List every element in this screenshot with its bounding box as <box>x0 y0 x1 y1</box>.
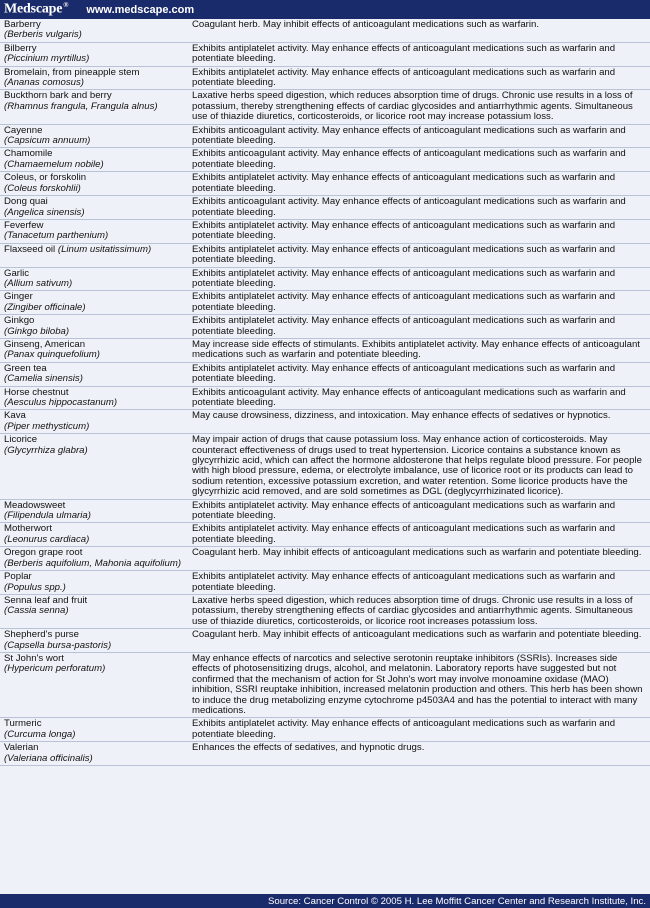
herb-latin-name: (Panax quinquefolium) <box>4 349 100 361</box>
herb-name-cell <box>0 338 190 362</box>
herb-latin-name: (Valeriana officinalis) <box>4 752 93 764</box>
herb-name-cell <box>0 42 190 66</box>
interaction-description: Exhibits antiplatelet activity. May enhance effects of anticoagulant medications such as warfarin and potentiate bleeding. <box>190 315 650 339</box>
herb-latin-name: (Hypericum perforatum) <box>4 663 106 675</box>
footer-bar <box>0 894 650 908</box>
table-row <box>0 196 650 220</box>
table-row <box>0 42 650 66</box>
interaction-description: Coagulant herb. May inhibit effects of anticoagulant medications such as warfarin. <box>190 19 650 42</box>
herb-latin-name: (Zingiber officinale) <box>4 301 86 313</box>
herb-latin-name: (Capsicum annuum) <box>4 135 91 147</box>
herb-name-cell <box>0 90 190 124</box>
herb-latin-name: (Linum usitatissimum) <box>57 243 152 255</box>
herb-name-cell <box>0 386 190 410</box>
herb-latin-name: (Cassia senna) <box>4 605 69 617</box>
table-row <box>0 629 650 653</box>
herb-common-name: Meadowsweet <box>4 499 66 511</box>
herb-common-name: Bromelain, from pineapple stem <box>4 66 140 78</box>
herb-name-cell <box>0 172 190 196</box>
herb-common-name: Kava <box>4 410 26 422</box>
herb-name-cell <box>0 742 190 766</box>
herb-common-name: Oregon grape root <box>4 547 83 559</box>
herb-common-name: Garlic <box>4 267 30 279</box>
herb-common-name: Ginkgo <box>4 315 35 327</box>
interaction-description: Exhibits antiplatelet activity. May enhance effects of anticoagulant medications such as warfarin and potentiate bleeding. <box>190 219 650 243</box>
herb-name-cell <box>0 629 190 653</box>
herb-common-name: Poplar <box>4 571 32 583</box>
table-row <box>0 410 650 434</box>
herb-latin-name: (Rhamnus frangula, Frangula alnus) <box>4 100 158 112</box>
herb-name-cell <box>0 652 190 717</box>
interaction-description: Exhibits antiplatelet activity. May enhance effects of anticoagulant medications such as warfarin and potentiate bleeding. <box>190 66 650 90</box>
table-row <box>0 718 650 742</box>
herb-name-cell <box>0 410 190 434</box>
herb-latin-name: (Capsella bursa-pastoris) <box>4 639 112 651</box>
herb-common-name: Chamomile <box>4 148 53 160</box>
herb-common-name: Horse chestnut <box>4 386 69 398</box>
table-row <box>0 499 650 523</box>
herb-name-cell <box>0 148 190 172</box>
herb-latin-name: (Berberis vulgaris) <box>4 29 82 41</box>
table-row <box>0 19 650 42</box>
herb-name-cell <box>0 571 190 595</box>
herb-common-name: Green tea <box>4 362 47 374</box>
herb-name-cell <box>0 124 190 148</box>
herb-common-name: Motherwort <box>4 523 52 535</box>
interaction-description: Exhibits anticoagulant activity. May enhance effects of anticoagulant medications such as warfarin and potentiate bleeding. <box>190 124 650 148</box>
interaction-description: Exhibits antiplatelet activity. May enhance effects of anticoagulant medications such as warfarin and potentiate bleeding. <box>190 267 650 291</box>
herb-name-cell <box>0 196 190 220</box>
table-row <box>0 362 650 386</box>
header-bar <box>0 0 650 19</box>
herb-common-name: Shepherd's purse <box>4 629 79 641</box>
logo-registered-mark: ® <box>63 1 69 10</box>
herb-common-name: Feverfew <box>4 219 44 231</box>
herb-common-name: Bilberry <box>4 42 37 54</box>
herb-latin-name: (Angelica sinensis) <box>4 206 85 218</box>
table-row <box>0 742 650 766</box>
herb-common-name: Ginseng, American <box>4 338 86 350</box>
herb-latin-name: (Tanacetum parthenium) <box>4 230 109 242</box>
herb-interactions-table <box>0 19 650 766</box>
herb-common-name: Coleus, or forskolin <box>4 172 87 184</box>
herb-name-cell <box>0 362 190 386</box>
herb-latin-name: (Filipendula ulmaria) <box>4 510 91 522</box>
herb-name-cell <box>0 523 190 547</box>
herb-common-name: Dong quai <box>4 196 48 208</box>
herb-rows <box>0 19 650 766</box>
interaction-description: Coagulant herb. May inhibit effects of anticoagulant medications such as warfarin and potentiate bleeding. <box>190 629 650 653</box>
interaction-description: Exhibits antiplatelet activity. May enhance effects of anticoagulant medications such as warfarin and potentiate bleeding. <box>190 42 650 66</box>
table-row <box>0 338 650 362</box>
herb-latin-name: (Piper methysticum) <box>4 420 90 432</box>
herb-latin-name: (Leonurus cardiaca) <box>4 533 90 545</box>
herb-common-name: Cayenne <box>4 124 43 136</box>
interaction-description: Coagulant herb. May inhibit effects of anticoagulant medications such as warfarin and potentiate bleeding. <box>190 547 650 571</box>
herb-name-cell <box>0 315 190 339</box>
table-row <box>0 172 650 196</box>
table-row <box>0 315 650 339</box>
table-row <box>0 90 650 124</box>
interaction-description: Exhibits anticoagulant activity. May enhance effects of anticoagulant medications such as warfarin and potentiate bleeding. <box>190 196 650 220</box>
interaction-description: Exhibits anticoagulant activity. May enhance effects of anticoagulant medications such as warfarin and potentiate bleeding. <box>190 148 650 172</box>
herb-latin-name: (Populus spp.) <box>4 581 66 593</box>
herb-name-cell <box>0 66 190 90</box>
interaction-description: Exhibits antiplatelet activity. May enhance effects of anticoagulant medications such as warfarin and potentiate bleeding. <box>190 291 650 315</box>
interaction-description: Exhibits antiplatelet activity. May enhance effects of anticoagulant medications such as warfarin and potentiate bleeding. <box>190 362 650 386</box>
herb-latin-name: (Ginkgo biloba) <box>4 325 70 337</box>
table-row <box>0 386 650 410</box>
interaction-description: Exhibits antiplatelet activity. May enhance effects of anticoagulant medications such as warfarin and potentiate bleeding. <box>190 718 650 742</box>
herb-common-name: Barberry <box>4 19 41 30</box>
table-row <box>0 571 650 595</box>
table-row <box>0 594 650 628</box>
table-row <box>0 547 650 571</box>
herb-name-cell <box>0 291 190 315</box>
herb-common-name: Flaxseed oil <box>4 243 56 255</box>
herb-name-cell <box>0 434 190 499</box>
herb-name-cell <box>0 547 190 571</box>
herb-latin-name: (Berberis aquifolium, Mahonia aquifolium) <box>4 557 182 569</box>
table-row <box>0 219 650 243</box>
herb-common-name: St John's wort <box>4 652 64 664</box>
table-row <box>0 66 650 90</box>
interaction-description: May enhance effects of narcotics and selective serotonin reuptake inhibitors (SSRIs). Increases side effects of photosensitizing drugs, alcohol, and melatonin. Laboratory reports have suggested but not confirmed that the mechanism of action for St John's wort may involve monoamine oxidase (MAO) inhibition, SSRI reuptake inhibition, increased melatonin production and others. This herb has been shown to induce the drug metabolizing enzyme cytochrome p4503A4 and has the potential to interact with many medications. <box>190 652 650 717</box>
interaction-description: Enhances the effects of sedatives, and hypnotic drugs. <box>190 742 650 766</box>
herb-name-cell <box>0 19 190 42</box>
table-row <box>0 523 650 547</box>
interaction-description: Exhibits antiplatelet activity. May enhance effects of anticoagulant medications such as warfarin and potentiate bleeding. <box>190 243 650 267</box>
medscape-logo[interactable] <box>4 1 68 18</box>
table-row <box>0 148 650 172</box>
herb-common-name: Senna leaf and fruit <box>4 594 88 606</box>
herb-latin-name: (Coleus forskohlii) <box>4 182 81 194</box>
herb-latin-name: (Piccinium myrtillus) <box>4 53 90 65</box>
herb-name-cell <box>0 219 190 243</box>
herb-common-name: Ginger <box>4 291 33 303</box>
herb-latin-name: (Aesculus hippocastanum) <box>4 397 118 408</box>
table-row <box>0 267 650 291</box>
interaction-description: Exhibits antiplatelet activity. May enhance effects of anticoagulant medications such as warfarin and potentiate bleeding. <box>190 499 650 523</box>
interaction-description: Exhibits anticoagulant activity. May enhance effects of anticoagulant medications such as warfarin and potentiate bleeding. <box>190 386 650 410</box>
interaction-description: Exhibits antiplatelet activity. May enhance effects of anticoagulant medications such as warfarin and potentiate bleeding. <box>190 523 650 547</box>
interaction-description: May impair action of drugs that cause potassium loss. May enhance action of corticosteroids. May counteract effectiveness of drugs used to treat hypertension. Licorice contains a substance known as glycyrrhizic acid, which can affect the hormone aldosterone that helps regulate blood pressure. For people with high blood pressure, edema, or electrolyte imbalance, use of licorice root or its products can lead to sodium retention, excessive potassium excretion, and water retention. Some licorice products have the glycyrrhizic acid removed, and are sold sometimes as DGL (deglycyrrhizinated licorice). <box>190 434 650 499</box>
herb-name-cell <box>0 243 190 267</box>
herb-latin-name: (Chamaemelum nobile) <box>4 158 104 170</box>
interaction-description: Laxative herbs speed digestion, which reduces absorption time of drugs. Chronic use results in a loss of potassium, thereby strengthening effects of cardiac glycosides and antiarrhythmic agents. Simultaneous use of thiazide diuretics, corticosteroids, or licorice root may increase potassium loss. <box>190 90 650 124</box>
table-row <box>0 291 650 315</box>
interaction-description: May cause drowsiness, dizziness, and intoxication. May enhance effects of sedatives or hypnotics. <box>190 410 650 434</box>
logo-text: Medscape <box>4 1 63 17</box>
herb-latin-name: (Camelia sinensis) <box>4 373 83 385</box>
interaction-description: Exhibits antiplatelet activity. May enhance effects of anticoagulant medications such as warfarin and potentiate bleeding. <box>190 172 650 196</box>
herb-common-name: Turmeric <box>4 718 42 730</box>
herb-name-cell <box>0 267 190 291</box>
herb-latin-name: (Allium sativum) <box>4 277 73 289</box>
herb-name-cell <box>0 594 190 628</box>
interaction-description: Laxative herbs speed digestion, which reduces absorption time of drugs. Chronic use results in a loss of potassium, thereby strengthening effects of cardiac glycosides and antiarrhythmic agents. Simultaneous use of thiazide diuretics, corticosteroids, or licorice root increases potassium loss. <box>190 594 650 628</box>
herb-latin-name: (Ananas comosus) <box>4 77 84 89</box>
table-row <box>0 243 650 267</box>
site-url-link[interactable]: www.medscape.com <box>86 3 195 16</box>
table-row <box>0 434 650 499</box>
herb-latin-name: (Curcuma longa) <box>4 728 76 740</box>
table-row <box>0 124 650 148</box>
interaction-description: Exhibits antiplatelet activity. May enhance effects of anticoagulant medications such as warfarin and potentiate bleeding. <box>190 571 650 595</box>
source-citation: Source: Cancer Control © 2005 H. Lee Moffitt Cancer Center and Research Institute, Inc. <box>267 895 646 907</box>
herb-common-name: Valerian <box>4 742 39 754</box>
interaction-description: May increase side effects of stimulants. Exhibits antiplatelet activity. May enhance effects of anticoagulant medications such as warfarin and potentiate bleeding. <box>190 338 650 362</box>
herb-common-name: Licorice <box>4 434 38 446</box>
herb-name-cell <box>0 718 190 742</box>
herb-common-name: Buckthorn bark and berry <box>4 90 112 102</box>
herb-latin-name: (Glycyrrhiza glabra) <box>4 444 88 456</box>
herb-name-cell <box>0 499 190 523</box>
table-row <box>0 652 650 717</box>
